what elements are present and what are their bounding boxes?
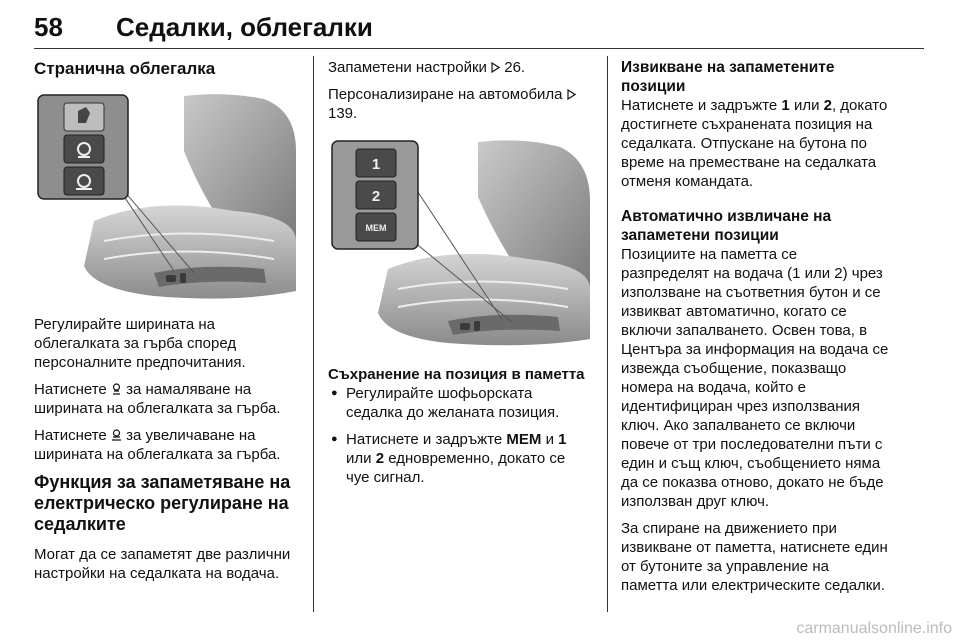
memory-button-1-label: 1 [371,156,381,173]
section-heading-memory: Функция за запаметяване на електрическо регулиране на седалките [34,472,291,534]
bullet2-and: и [545,431,554,448]
paragraph-auto-recall: Позициите на паметта се разпределят на водача (1 или 2) чрез използване на съответния бутон и се извикват автоматично, когато се включи запалването. Освен това, в Центъра за информация на водача се извежда съобщение, показващо номера на водача, който е идентифициран чрез използвания ключ. Ако запалването се включи повече от три последователни пъти с един и същ ключ, съобщението няма да се показва отново, докато не бъде използван друг ключ. [621,246,889,510]
column-3 [621,58,889,603]
paragraph-bolster-intro: Регулирайте ширината на облегалката за гърба според персоналните предпочитания. [34,316,246,371]
seat-illustration-2 [328,137,592,347]
cross-reference-personalization [328,85,592,123]
column-1 [34,58,302,591]
header-rule [34,48,924,49]
cross-reference-personalization-text: Персонализиране на автомобила [328,86,563,103]
column-divider-2 [607,56,608,612]
watermark: carmanualsonline.info [796,620,952,637]
recall-or: или [793,97,820,114]
paragraph-recall [621,96,889,191]
column-divider-1 [313,56,314,612]
memory-button-2-label: 2 [371,188,381,205]
section-heading-store-memory: Съхранение на позиция в паметта [328,366,585,383]
bullet2-pre: Натиснете и задръжте [346,431,503,448]
cross-reference-saved-settings-page: 26. [504,59,526,76]
bullet2-one: 1 [558,431,567,448]
bullet2-two: 2 [375,450,385,467]
bullet2-or: или [346,450,372,467]
memory-button-mem-label: MEM [365,223,387,233]
recall-post: , докато достигнете съхранената позиция на седалката. Отпускане на бутона по време на преместване на седалката отменя командата. [621,97,888,190]
widen-bolster-icon [111,428,122,442]
page-number: 58 [34,12,63,42]
paragraph-bolster-narrow [34,380,302,418]
store-memory-steps [328,384,592,487]
recall-pre: Натиснете и задръжте [621,97,778,114]
list-item [328,430,592,487]
column-2 [328,58,592,495]
figure-side-bolster-seat [34,91,298,301]
cross-reference-saved-settings-text: Запаметени настройки [328,59,487,76]
bullet2-post: едновременно, докато се чуе сигнал. [346,450,566,486]
paragraph-bolster-narrow-pre: Натиснете [34,381,107,398]
bullet2-mem: MEM [506,431,542,448]
section-heading-recall: Извикване на запаметените позиции [621,59,835,95]
seat-illustration-1 [34,91,298,301]
paragraph-bolster-widen-post: за увеличаване на ширината на облегалката за гърба. [34,427,281,463]
recall-two: 2 [823,97,832,114]
list-item: ● Регулирайте шофьорската седалка до желаната позиция. [328,384,592,422]
page-header [34,12,924,52]
paragraph-bolster-widen [34,426,302,464]
section-heading-side-bolster: Странична облегалка [34,59,216,78]
paragraph-bolster-narrow-post: за намаляване на ширината на облегалката за гърба. [34,381,281,417]
paragraph-memory-intro: Могат да се запаметят две различни настройки на седалката на водача. [34,546,291,582]
figure-memory-buttons-seat [328,137,592,347]
paragraph-stop-recall: За спиране на движението при извикване от паметта, натиснете един от бутоните за управление на паметта или електрическите седалки. [621,520,888,594]
section-heading-auto-recall: Автоматично извличане на запаметени позиции [621,208,832,244]
paragraph-bolster-widen-pre: Натиснете [34,427,107,444]
page-reference-icon [567,89,576,100]
running-title: Седалки, облегалки [116,12,373,42]
recall-one: 1 [781,97,790,114]
cross-reference-saved-settings [328,58,592,77]
page-reference-icon [491,62,500,73]
cross-reference-personalization-page: 139. [328,105,358,122]
bolster-widen-button [64,167,104,195]
narrow-bolster-icon [111,382,122,396]
bolster-narrow-button [64,135,104,163]
